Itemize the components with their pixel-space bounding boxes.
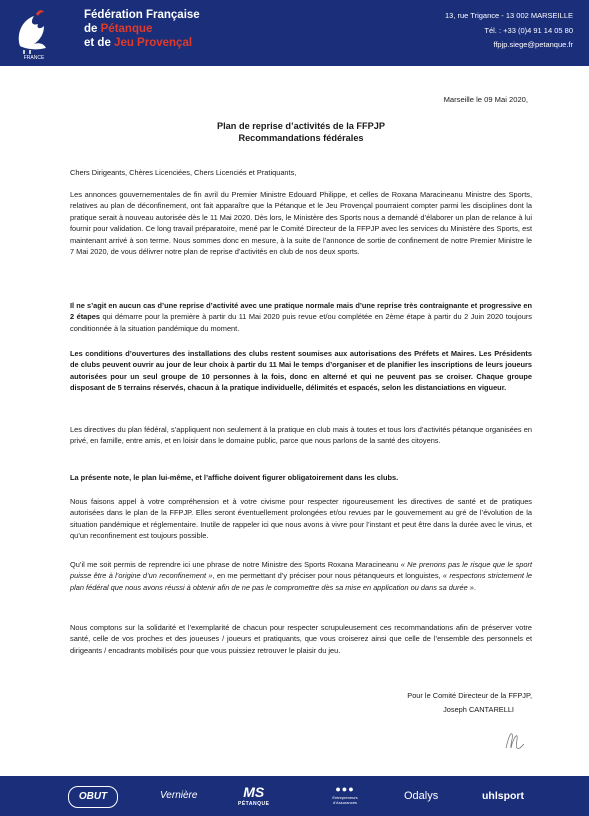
org-highlight-jeu-provencal: Jeu Provençal [114, 37, 193, 49]
sponsor-ms-logo: MS PÉTANQUE [238, 784, 270, 807]
mma-icon: ●●● [335, 784, 355, 794]
closing-line: Pour le Comité Directeur de la FFPJP, [407, 691, 532, 700]
org-highlight-petanque: Pétanque [100, 23, 153, 35]
handwritten-signature [502, 728, 528, 752]
paragraph-5: La présente note, le plan lui-même, et l’affiche doivent figurer obligatoirement dans les clubs. [70, 473, 399, 482]
salutation: Chers Dirigeants, Chères Licenciées, Chers Licenciés et Pratiquants, [70, 168, 297, 177]
signatory-name: Joseph CANTARELLI [443, 705, 514, 714]
federation-name [84, 8, 200, 50]
paragraph-7: Qu’il me soit permis de reprendre ici une phrase de notre Ministre des Sports Roxana Maracineanu « Ne prenons pas le risque que le sport puisse être à l’origine d’un reconfinement », en me permettant d’y préciser pour nous pétanqueurs et longuistes, « respectons strictement le plan fédéral que nous avons réussi à obtenir afin de ne pas le compromettre dès sa mise en application ou dans sa durée ». [70, 560, 532, 592]
org-line-3: et de Jeu Provençal [84, 37, 193, 49]
sponsor-verniere-logo: Vernière [160, 790, 198, 801]
paragraph-4: Les directives du plan fédéral, s’appliquent non seulement à la pratique en club mais à toutes et tous lors d’activités pétanque organisées en privé, en famille, entre amis, et en loisir dans le domaine public, parce que nous parlons de la santé des citoyens. [70, 425, 532, 446]
letter-title [70, 120, 532, 144]
email: ffpjp.siege@petanque.fr [493, 40, 573, 49]
ffpjp-rooster-logo [10, 6, 58, 60]
sponsor-obut-logo: OBUT [68, 786, 118, 808]
sponsor-mma-logo: ●●● Entrepreneurs d'Assurances [332, 784, 358, 805]
sponsor-footer [0, 776, 589, 816]
sponsor-odalys-logo: Odalys [404, 790, 439, 802]
letter-date: Marseille le 09 Mai 2020, [443, 95, 528, 104]
title-line-1: Plan de reprise d’activités de la FFPJP [217, 121, 385, 131]
title-line-2: Recommandations fédérales [238, 133, 364, 143]
org-line-1: Fédération Française [84, 9, 200, 21]
paragraph-6: Nous faisons appel à votre compréhension et à votre civisme pour respecter rigoureusement les directives de santé et de pratiques autorisées dans le plan de la FFPJP. Elles seront éventuellement prolongées et/ou revues par le gouvernement au gré de l’évolution de la situation pandémique et réglementaire. Inutile de rappeler ici que nous avons à vivre pour l’instant et peut être dans la durée avec le virus, et qu’un reconfinement est toujours possible. [70, 497, 532, 541]
svg-text:FRANCE: FRANCE [23, 55, 45, 60]
phone: Tél. : +33 (0)4 91 14 05 80 [484, 25, 573, 35]
sponsor-uhlsport-logo: uhlsport [482, 790, 524, 802]
paragraph-1: Les annonces gouvernementales de fin avril du Premier Ministre Edouard Philippe, et celles de Roxana Maracineanu Ministre des Sports, relatives au plan de déconfinement, ont fait apparaître que la Pétanque et le Jeu Provençal pourraient compter parmi les disciplines dont la pratique serait à nouveau autorisée dès le 11 Mai 2020. Dès lors, le Ministère des Sports nous a demandé d’élaborer un plan de relance à lui fournir pour validation. Ce long travail préparatoire, mené par le Comité Directeur de la FFPJP avec les services du Ministère des Sports, est maintenant arrivé à son terme. Nous sommes donc en mesure, à la suite de l’annonce de sortie de confinement de notre Premier Ministre le 7 Mai 2020, de vous délivrer notre plan de reprise d’activités en club de nos deux sports. [70, 190, 532, 257]
paragraph-2: Il ne s’agit en aucun cas d’une reprise d’activité avec une pratique normale mais d’une reprise très contraignante et progressive en 2 étapes qui démarre pour la première à partir du 11 Mai 2020 puis revue et/ou complétée en 2ème étape à partir du 2 Juin 2020 toujours conditionnée à la situation pandémique du moment. [70, 301, 532, 333]
contact-block [445, 9, 573, 53]
paragraph-8: Nous comptons sur la solidarité et l’exemplarité de chacun pour respecter scrupuleusement ces recommandations afin de préserver votre santé, celle de vos proches et des joueuses / joueurs et pratiquants, que vous croiserez ainsi que celle de l’ensemble des personnels et dirigeants / encadrants mobilisés pour que vous puissiez retrouver le plaisir du jeu. [70, 623, 532, 655]
org-line-2: de Pétanque [84, 23, 153, 35]
address: 13, rue Trigance - 13 002 MARSEILLE [445, 11, 573, 20]
letterhead-banner [0, 0, 589, 66]
paragraph-3: Les conditions d’ouvertures des installations des clubs restent soumises aux autorisations des Préfets et Maires. Les Présidents de clubs peuvent ouvrir au jour de leur choix à partir du 11 Mai le temps d’organiser et de planifier les inscriptions de leurs joueurs autorisées pour un seul groupe de 10 personnes à la fois, donc en alterné et qui ne peuvent pas se croiser. Chaque groupe disposant de 5 terrains réservés, chacun à la pratique individuelle, délimités et espacés, selon les distanciations en vigueur. [70, 349, 532, 393]
